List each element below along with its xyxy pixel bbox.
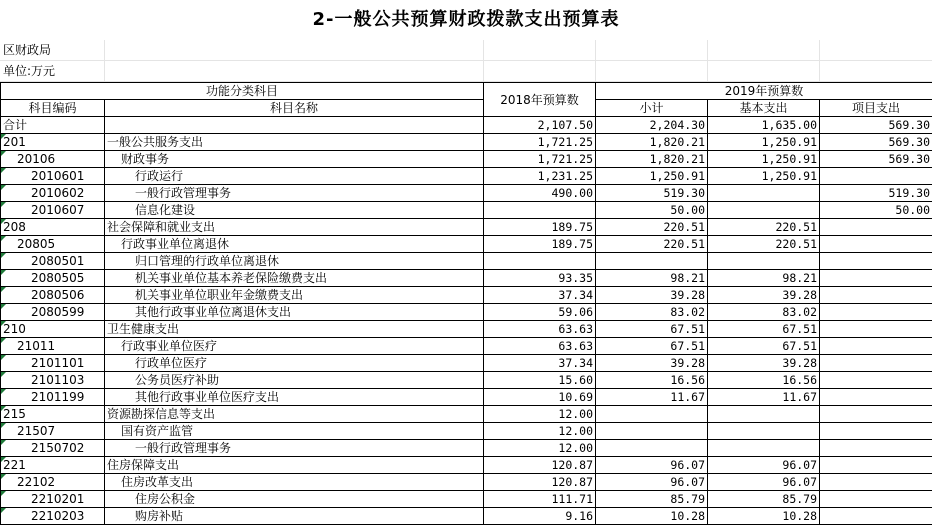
cell-code[interactable] [1,474,105,491]
cell-subtotal[interactable]: 519.30 [596,185,708,202]
cell-budget-2018[interactable]: 189.75 [484,219,596,236]
cell-subtotal[interactable]: 220.51 [596,236,708,253]
cell-code[interactable] [1,168,105,185]
grid-line [104,40,105,60]
cell-budget-2018[interactable]: 12.00 [484,440,596,457]
cell-budget-2018[interactable]: 37.34 [484,287,596,304]
cell-basic[interactable]: 11.67 [708,389,820,406]
cell-subtotal[interactable] [596,423,708,440]
cell-name[interactable]: 一般行政管理事务 [105,185,484,202]
unit-name-text: 区财政局 [3,43,52,57]
cell-budget-2018[interactable]: 12.00 [484,423,596,440]
cell-basic[interactable]: 1,250.91 [708,134,820,151]
grid-line [595,40,596,60]
table-row [1,202,932,219]
header-project: 项目支出 [820,100,932,117]
cell-code[interactable] [1,321,105,338]
grid-line [819,40,820,60]
cell-basic[interactable]: 1,250.91 [708,168,820,185]
cell-code[interactable] [1,185,105,202]
cell-project[interactable] [820,321,932,338]
table-row [1,355,932,372]
table-row [1,151,932,168]
cell-subtotal[interactable] [596,440,708,457]
cell-budget-2018[interactable]: 12.00 [484,406,596,423]
cell-code[interactable] [1,219,105,236]
comment-marker-icon [1,253,6,258]
cell-name[interactable]: 财政事务 [105,151,484,168]
cell-code-text: 2210203 [31,509,85,523]
cell-basic[interactable] [708,253,820,270]
cell-code[interactable] [1,338,105,355]
cell-project[interactable] [820,253,932,270]
cell-name[interactable]: 其他行政事业单位医疗支出 [105,389,484,406]
comment-marker-icon [1,185,6,190]
cell-subtotal[interactable]: 16.56 [596,372,708,389]
budget-table [0,82,932,525]
cell-name[interactable]: 住房改革支出 [105,474,484,491]
cell-code-text: 合计 [3,118,28,132]
table-body [1,117,932,525]
table-row [1,117,932,134]
unit-label [0,61,932,82]
cell-subtotal[interactable]: 11.67 [596,389,708,406]
cell-basic[interactable] [708,423,820,440]
cell-name[interactable]: 行政事业单位离退休 [105,236,484,253]
cell-subtotal[interactable]: 67.51 [596,321,708,338]
cell-project[interactable]: 569.30 [820,151,932,168]
cell-code[interactable] [1,117,105,134]
cell-subtotal[interactable] [596,253,708,270]
cell-code[interactable] [1,355,105,372]
table-row [1,270,932,287]
cell-name[interactable]: 卫生健康支出 [105,321,484,338]
cell-basic[interactable]: 67.51 [708,321,820,338]
cell-code-text: 20106 [17,152,56,166]
cell-basic[interactable]: 220.51 [708,236,820,253]
cell-name[interactable]: 社会保障和就业支出 [105,219,484,236]
header-category-group: 功能分类科目 [1,83,484,100]
cell-basic[interactable]: 96.07 [708,474,820,491]
cell-basic[interactable] [708,440,820,457]
header-budget-2018: 2018年预算数 [484,83,596,117]
cell-subtotal[interactable]: 10.28 [596,508,708,525]
table-row [1,185,932,202]
cell-code[interactable] [1,406,105,423]
cell-name[interactable] [105,117,484,134]
cell-project[interactable] [820,168,932,185]
comment-marker-icon [1,372,6,377]
cell-subtotal[interactable]: 98.21 [596,270,708,287]
cell-budget-2018[interactable] [484,202,596,219]
cell-code-text: 210 [3,322,26,336]
cell-code[interactable] [1,134,105,151]
cell-project[interactable] [820,389,932,406]
cell-code-text: 21507 [17,424,56,438]
unit-label-text: 单位:万元 [3,64,56,78]
comment-marker-icon [1,457,6,462]
cell-subtotal[interactable]: 96.07 [596,457,708,474]
cell-code-text: 2010601 [31,169,85,183]
table-row [1,219,932,236]
cell-project[interactable] [820,474,932,491]
cell-name[interactable]: 资源勘探信息等支出 [105,406,484,423]
cell-code-text: 2101101 [31,356,85,370]
cell-basic[interactable]: 220.51 [708,219,820,236]
cell-project[interactable] [820,236,932,253]
cell-budget-2018[interactable]: 1,231.25 [484,168,596,185]
cell-code[interactable] [1,491,105,508]
cell-name[interactable]: 其他行政事业单位离退休支出 [105,304,484,321]
comment-marker-icon [1,304,6,309]
cell-name[interactable]: 归口管理的行政单位离退休 [105,253,484,270]
cell-code-text: 2010607 [31,203,85,217]
comment-marker-icon [1,270,6,275]
cell-subtotal[interactable]: 83.02 [596,304,708,321]
cell-name[interactable]: 行政事业单位医疗 [105,338,484,355]
comment-marker-icon [1,355,6,360]
table-row [1,287,932,304]
table-row [1,440,932,457]
cell-code[interactable] [1,270,105,287]
cell-code[interactable] [1,440,105,457]
cell-basic[interactable]: 39.28 [708,355,820,372]
cell-code-text: 20805 [17,237,56,251]
cell-basic[interactable]: 85.79 [708,491,820,508]
comment-marker-icon [1,236,6,241]
cell-project[interactable] [820,491,932,508]
cell-project[interactable] [820,406,932,423]
cell-budget-2018[interactable]: 9.16 [484,508,596,525]
cell-code-text: 2101199 [31,390,85,404]
cell-budget-2018[interactable] [484,253,596,270]
cell-budget-2018[interactable]: 2,107.50 [484,117,596,134]
report-title: 2-一般公共预算财政拨款支出预算表 [312,9,620,30]
cell-project[interactable] [820,355,932,372]
comment-marker-icon [1,423,6,428]
cell-basic[interactable]: 16.56 [708,372,820,389]
cell-code-text: 2210201 [31,492,85,506]
cell-budget-2018[interactable]: 59.06 [484,304,596,321]
header-subtotal: 小计 [596,100,708,117]
cell-name[interactable]: 国有资产监管 [105,423,484,440]
cell-budget-2018[interactable]: 63.63 [484,338,596,355]
cell-code[interactable] [1,423,105,440]
grid-line [104,61,105,81]
cell-budget-2018[interactable]: 120.87 [484,474,596,491]
cell-budget-2018[interactable]: 1,721.25 [484,151,596,168]
comment-marker-icon [1,134,6,139]
cell-project[interactable]: 569.30 [820,134,932,151]
table-row [1,491,932,508]
header-budget-2019-group: 2019年预算数 [596,83,932,100]
cell-name[interactable]: 机关事业单位职业年金缴费支出 [105,287,484,304]
cell-project[interactable] [820,270,932,287]
table-row [1,134,932,151]
table-row [1,253,932,270]
cell-basic[interactable] [708,406,820,423]
cell-project[interactable] [820,440,932,457]
table-row [1,474,932,491]
cell-basic[interactable]: 83.02 [708,304,820,321]
cell-code-text: 201 [3,135,26,149]
cell-name[interactable]: 公务员医疗补助 [105,372,484,389]
table-row [1,236,932,253]
table-row [1,372,932,389]
cell-code-text: 2101103 [31,373,85,387]
cell-project[interactable] [820,338,932,355]
cell-budget-2018[interactable]: 93.35 [484,270,596,287]
cell-code-text: 2080506 [31,288,85,302]
cell-code[interactable] [1,508,105,525]
grid-line [595,61,596,81]
cell-code-text: 21011 [17,339,56,353]
cell-subtotal[interactable] [596,406,708,423]
cell-subtotal[interactable]: 39.28 [596,355,708,372]
cell-subtotal[interactable]: 50.00 [596,202,708,219]
cell-subtotal[interactable]: 96.07 [596,474,708,491]
table-row [1,389,932,406]
cell-code-text: 2080599 [31,305,85,319]
cell-project[interactable] [820,423,932,440]
cell-basic[interactable]: 39.28 [708,287,820,304]
cell-basic[interactable]: 1,250.91 [708,151,820,168]
table-row [1,338,932,355]
comment-marker-icon [1,168,6,173]
comment-marker-icon [1,491,6,496]
table-row [1,423,932,440]
cell-code-text: 2080505 [31,271,85,285]
cell-name[interactable]: 一般公共服务支出 [105,134,484,151]
header-code: 科目编码 [1,100,105,117]
cell-code-text: 2150702 [31,441,85,455]
cell-project[interactable]: 569.30 [820,117,932,134]
cell-project[interactable] [820,372,932,389]
comment-marker-icon [1,508,6,513]
table-header [1,83,932,117]
cell-project[interactable] [820,508,932,525]
cell-subtotal[interactable]: 1,250.91 [596,168,708,185]
cell-code[interactable] [1,372,105,389]
cell-name[interactable]: 一般行政管理事务 [105,440,484,457]
comment-marker-icon [1,219,6,224]
cell-basic[interactable]: 96.07 [708,457,820,474]
cell-code[interactable] [1,287,105,304]
grid-line [707,61,708,81]
cell-subtotal[interactable]: 2,204.30 [596,117,708,134]
cell-project[interactable] [820,304,932,321]
comment-marker-icon [1,406,6,411]
cell-name[interactable]: 购房补贴 [105,508,484,525]
cell-basic[interactable] [708,202,820,219]
cell-basic[interactable]: 98.21 [708,270,820,287]
cell-budget-2018[interactable]: 63.63 [484,321,596,338]
cell-code-text: 221 [3,458,26,472]
cell-code[interactable] [1,253,105,270]
cell-budget-2018[interactable]: 10.69 [484,389,596,406]
cell-basic[interactable]: 1,635.00 [708,117,820,134]
cell-code-text: 2080501 [31,254,85,268]
comment-marker-icon [1,474,6,479]
cell-project[interactable]: 50.00 [820,202,932,219]
table-row [1,304,932,321]
grid-line [483,40,484,60]
cell-code-text: 2010602 [31,186,85,200]
cell-subtotal[interactable]: 67.51 [596,338,708,355]
cell-name[interactable]: 行政单位医疗 [105,355,484,372]
cell-budget-2018[interactable]: 111.71 [484,491,596,508]
comment-marker-icon [1,151,6,156]
cell-budget-2018[interactable]: 1,721.25 [484,134,596,151]
cell-budget-2018[interactable]: 189.75 [484,236,596,253]
table-row [1,168,932,185]
comment-marker-icon [1,287,6,292]
cell-subtotal[interactable]: 39.28 [596,287,708,304]
comment-marker-icon [1,389,6,394]
grid-line [819,61,820,81]
cell-subtotal[interactable]: 85.79 [596,491,708,508]
table-row [1,508,932,525]
cell-code-text: 208 [3,220,26,234]
cell-code[interactable] [1,457,105,474]
cell-name[interactable]: 信息化建设 [105,202,484,219]
cell-basic[interactable]: 10.28 [708,508,820,525]
grid-line [483,61,484,81]
cell-subtotal[interactable]: 1,820.21 [596,151,708,168]
cell-project[interactable] [820,287,932,304]
comment-marker-icon [1,202,6,207]
comment-marker-icon [1,321,6,326]
cell-subtotal[interactable]: 220.51 [596,219,708,236]
comment-marker-icon [1,338,6,343]
cell-basic[interactable] [708,185,820,202]
cell-budget-2018[interactable]: 37.34 [484,355,596,372]
grid-line [707,40,708,60]
header-basic: 基本支出 [708,100,820,117]
cell-name[interactable]: 行政运行 [105,168,484,185]
cell-budget-2018[interactable]: 120.87 [484,457,596,474]
cell-basic[interactable]: 67.51 [708,338,820,355]
cell-name[interactable]: 机关事业单位基本养老保险缴费支出 [105,270,484,287]
table-row [1,406,932,423]
table-row [1,457,932,474]
cell-code[interactable] [1,236,105,253]
cell-code[interactable] [1,151,105,168]
cell-code[interactable] [1,304,105,321]
cell-budget-2018[interactable]: 490.00 [484,185,596,202]
cell-code[interactable] [1,202,105,219]
unit-name [0,40,932,61]
cell-name[interactable]: 住房保障支出 [105,457,484,474]
cell-code[interactable] [1,389,105,406]
cell-project[interactable] [820,219,932,236]
table-row [1,321,932,338]
cell-code-text: 215 [3,407,26,421]
cell-name[interactable]: 住房公积金 [105,491,484,508]
comment-marker-icon [1,440,6,445]
cell-budget-2018[interactable]: 15.60 [484,372,596,389]
cell-code-text: 22102 [17,475,56,489]
cell-project[interactable]: 519.30 [820,185,932,202]
cell-project[interactable] [820,457,932,474]
header-name: 科目名称 [105,100,484,117]
cell-subtotal[interactable]: 1,820.21 [596,134,708,151]
